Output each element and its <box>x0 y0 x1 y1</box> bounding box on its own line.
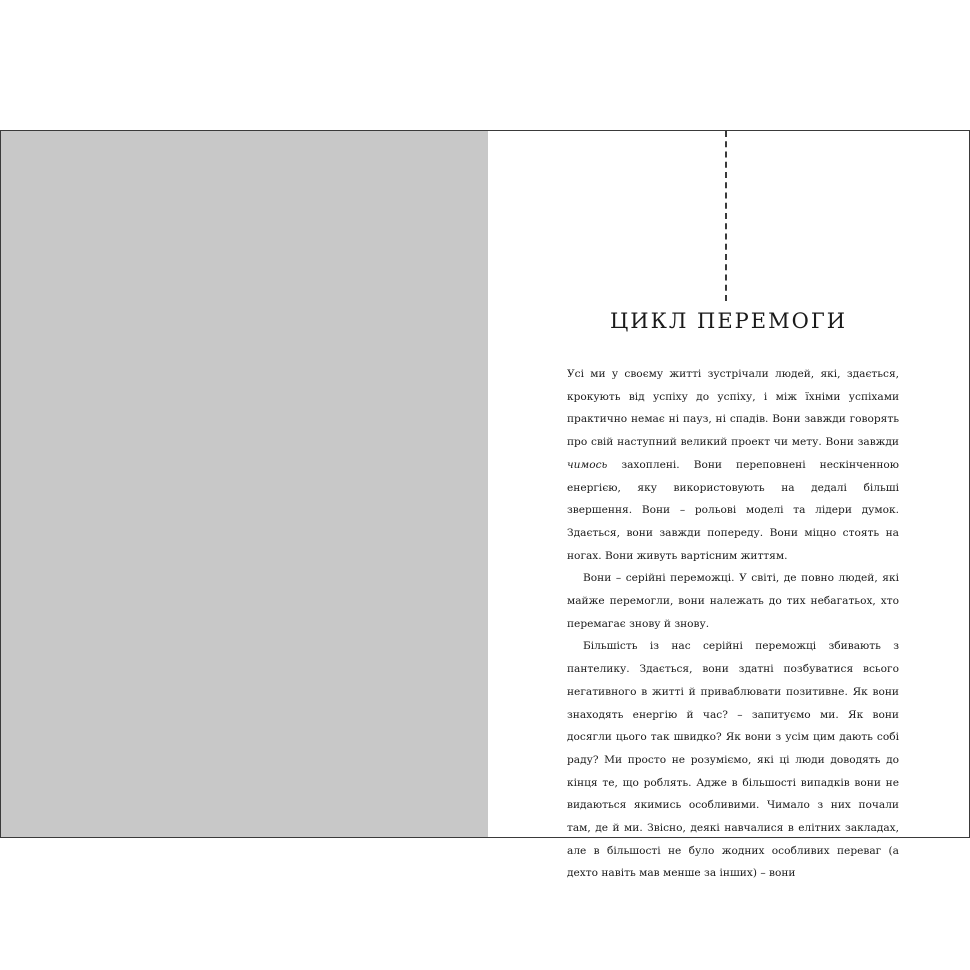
chapter-body-text <box>567 363 899 885</box>
paragraph-1-emphasis: чимось <box>567 458 608 471</box>
book-spread <box>0 130 970 880</box>
paragraph-3: Більшість із нас серійні переможці збивають з пантелику. Здається, вони здатні позбуватися всього негативного в житті й приваблювати позитивне. Як вони знаходять енергію й час? – запитуємо ми. Як вони досягли цього так швидко? Як вони з усім цим дають собі раду? Ми просто не розуміємо, які ці люди доводять до кінця те, що роблять. Адже в більшості випадків вони не видаються якимись особливими. Чимало з них почали там, де й ми. Звісно, деякі навчалися в елітних закладах, але в більшості не було жодних особливих переваг (а дехто навіть мав менше за інших) – вони <box>567 640 899 880</box>
paragraph-1 <box>567 363 899 567</box>
paragraph-2: Вони – серійні переможці. У світі, де повно людей, які майже перемогли, вони належать до тих небагатьох, хто перемагає знову й знову. <box>567 572 899 630</box>
paragraph-1-text-end: захоплені. Вони переповнені нескінченною енергією, яку використовують на дедалі більші звершення. Вони – рольові моделі та лідери думок. Здається, вони завжди попереду. Вони міцно стоять на ногах. Вони живуть вартісним життям. <box>567 458 899 562</box>
dashed-divider-line <box>725 131 727 301</box>
chapter-title: ЦИКЛ ПЕРЕМОГИ <box>609 309 848 333</box>
paragraph-1-text-start: Усі ми у своєму житті зустрічали людей, які, здається, крокують від успіху до успіху, і між їхніми успіхами практично немає ні пауз, ні спадів. Вони завжди говорять про свій наступний великий проект чи мету. Вони завжди <box>567 368 899 449</box>
right-page <box>488 131 969 880</box>
left-page-blank <box>1 131 488 837</box>
